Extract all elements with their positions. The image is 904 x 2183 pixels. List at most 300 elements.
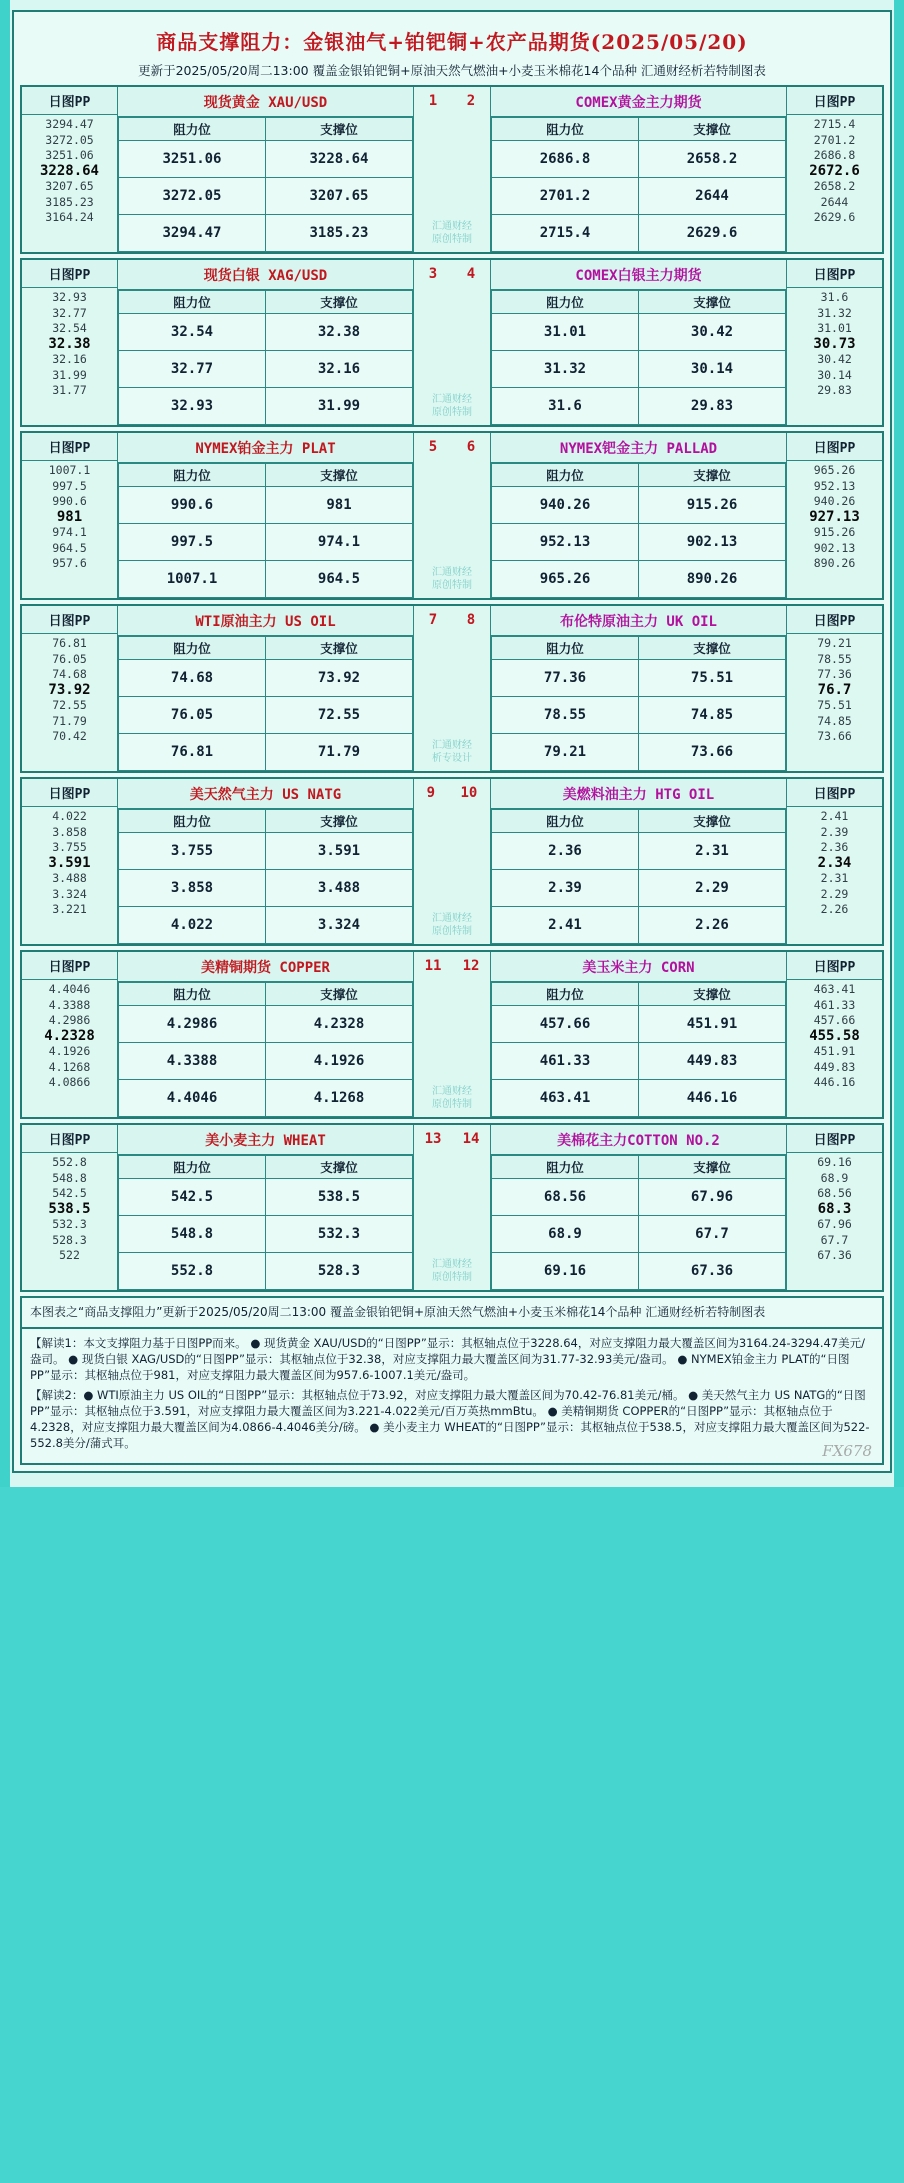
pp-value: 30.14 xyxy=(817,367,852,382)
pp-value: 31.01 xyxy=(817,321,852,335)
levels-row xyxy=(119,1006,413,1043)
support-value: 3.488 xyxy=(266,870,413,907)
levels-table xyxy=(118,1155,413,1290)
pp-value: 2.34 xyxy=(817,854,852,871)
support-value: 71.79 xyxy=(266,734,413,771)
levels-row xyxy=(492,1006,786,1043)
index-numbers xyxy=(414,779,490,806)
index-numbers xyxy=(414,1125,490,1152)
pp-value: 4.2986 xyxy=(48,1013,91,1027)
support-value: 902.13 xyxy=(639,524,786,561)
pp-value: 75.51 xyxy=(817,698,852,712)
levels-row xyxy=(492,178,786,215)
support-value: 981 xyxy=(266,487,413,524)
resistance-value: 76.81 xyxy=(119,734,266,771)
index-left: 9 xyxy=(426,785,436,801)
pp-column xyxy=(22,952,118,1117)
levels-row xyxy=(119,1216,413,1253)
instrument-name: 美燃料油主力 HTG OIL xyxy=(491,779,786,809)
instrument-name: COMEX黄金主力期货 xyxy=(491,87,786,117)
support-value: 67.36 xyxy=(639,1253,786,1290)
pp-value: 461.33 xyxy=(813,997,856,1012)
support-value: 2.26 xyxy=(639,907,786,944)
support-value: 446.16 xyxy=(639,1080,786,1117)
support-value: 73.92 xyxy=(266,660,413,697)
support-value: 2.29 xyxy=(639,870,786,907)
support-value: 964.5 xyxy=(266,561,413,598)
resistance-value: 965.26 xyxy=(492,561,639,598)
instrument-panel xyxy=(491,260,786,425)
pp-value: 32.16 xyxy=(52,352,87,366)
pp-column xyxy=(22,779,118,944)
index-numbers xyxy=(414,87,490,114)
pp-value: 451.91 xyxy=(813,1044,856,1058)
pp-value: 4.0866 xyxy=(48,1075,91,1089)
levels-row xyxy=(492,351,786,388)
resistance-value: 3251.06 xyxy=(119,141,266,178)
resistance-value: 2701.2 xyxy=(492,178,639,215)
resistance-value: 77.36 xyxy=(492,660,639,697)
pp-value: 952.13 xyxy=(813,478,856,493)
pp-value: 3185.23 xyxy=(45,194,94,209)
pp-value: 964.5 xyxy=(52,540,87,555)
resistance-value: 74.68 xyxy=(119,660,266,697)
support-value: 528.3 xyxy=(266,1253,413,1290)
levels-row xyxy=(119,1253,413,1290)
instrument-panel xyxy=(118,1125,413,1290)
levels-row xyxy=(492,907,786,944)
levels-table xyxy=(491,1155,786,1290)
pp-value: 78.55 xyxy=(817,651,852,666)
levels-row xyxy=(119,1179,413,1216)
pp-value: 890.26 xyxy=(813,556,856,570)
levels-row xyxy=(119,215,413,252)
index-numbers xyxy=(414,260,490,287)
pp-header: 日图PP xyxy=(787,1125,882,1153)
pp-column xyxy=(22,433,118,598)
resistance-value: 68.56 xyxy=(492,1179,639,1216)
pp-value: 2629.6 xyxy=(813,210,856,224)
support-header: 支撑位 xyxy=(639,1156,786,1179)
index-right: 2 xyxy=(466,93,476,109)
pp-value: 542.5 xyxy=(52,1186,87,1200)
pp-value-list xyxy=(22,980,117,1094)
watermark-text: 汇通财经 原创特制 xyxy=(432,913,472,937)
levels-table xyxy=(118,809,413,944)
support-header: 支撑位 xyxy=(266,983,413,1006)
resistance-header: 阻力位 xyxy=(119,983,266,1006)
resistance-value: 1007.1 xyxy=(119,561,266,598)
pp-value: 77.36 xyxy=(817,667,852,681)
support-value: 2629.6 xyxy=(639,215,786,252)
levels-row xyxy=(119,487,413,524)
levels-table xyxy=(118,982,413,1117)
support-header: 支撑位 xyxy=(266,1156,413,1179)
instrument-block xyxy=(20,604,884,773)
instrument-block xyxy=(20,258,884,427)
resistance-header: 阻力位 xyxy=(492,118,639,141)
pp-value: 74.68 xyxy=(52,667,87,681)
support-value: 32.38 xyxy=(266,314,413,351)
instrument-panel xyxy=(118,606,413,771)
pp-value: 528.3 xyxy=(52,1232,87,1247)
support-value: 30.42 xyxy=(639,314,786,351)
pp-value: 990.6 xyxy=(52,494,87,508)
pp-value: 1007.1 xyxy=(48,463,91,477)
resistance-value: 2.41 xyxy=(492,907,639,944)
pp-value-list xyxy=(22,288,117,402)
pp-value: 31.99 xyxy=(52,367,87,382)
signature-watermark: FX678 xyxy=(822,1442,872,1460)
pp-value: 32.93 xyxy=(52,290,87,304)
pp-column xyxy=(22,606,118,771)
pp-value: 4.1926 xyxy=(48,1044,91,1058)
pp-value: 67.7 xyxy=(820,1232,849,1247)
index-numbers xyxy=(414,606,490,633)
resistance-header: 阻力位 xyxy=(492,464,639,487)
pp-header: 日图PP xyxy=(787,433,882,461)
pp-header: 日图PP xyxy=(787,260,882,288)
levels-row xyxy=(119,1080,413,1117)
index-left: 5 xyxy=(428,439,438,455)
resistance-value: 552.8 xyxy=(119,1253,266,1290)
pp-value: 2.36 xyxy=(820,840,849,854)
pp-value: 915.26 xyxy=(813,525,856,539)
pp-value: 532.3 xyxy=(52,1217,87,1231)
levels-row xyxy=(119,388,413,425)
pp-value-list xyxy=(787,461,882,575)
pp-header: 日图PP xyxy=(22,779,117,807)
pp-header: 日图PP xyxy=(787,606,882,634)
levels-row xyxy=(492,524,786,561)
resistance-value: 31.32 xyxy=(492,351,639,388)
levels-row xyxy=(492,487,786,524)
instrument-block xyxy=(20,950,884,1119)
support-value: 3207.65 xyxy=(266,178,413,215)
resistance-value: 2.39 xyxy=(492,870,639,907)
support-value: 2.31 xyxy=(639,833,786,870)
levels-row xyxy=(492,1179,786,1216)
pp-value: 965.26 xyxy=(813,463,856,477)
resistance-header: 阻力位 xyxy=(119,291,266,314)
pp-value: 2715.4 xyxy=(813,117,856,131)
pp-value: 31.77 xyxy=(52,383,87,397)
index-left: 1 xyxy=(428,93,438,109)
levels-row xyxy=(119,178,413,215)
watermark-text: 汇通财经 原创特制 xyxy=(432,1086,472,1110)
levels-row xyxy=(119,141,413,178)
pp-value: 3.755 xyxy=(52,840,87,854)
pp-column xyxy=(786,87,882,252)
pp-value-list xyxy=(787,807,882,921)
watermark-text: 汇通财经 析专设计 xyxy=(432,740,472,764)
support-value: 4.1926 xyxy=(266,1043,413,1080)
pp-value: 72.55 xyxy=(52,698,87,712)
resistance-value: 69.16 xyxy=(492,1253,639,1290)
index-column xyxy=(413,433,491,598)
pp-value: 70.42 xyxy=(52,729,87,743)
levels-table xyxy=(118,636,413,771)
levels-row xyxy=(492,215,786,252)
resistance-value: 31.01 xyxy=(492,314,639,351)
resistance-value: 2686.8 xyxy=(492,141,639,178)
resistance-header: 阻力位 xyxy=(492,1156,639,1179)
pp-column xyxy=(22,1125,118,1290)
index-right: 12 xyxy=(462,958,480,974)
pp-value: 68.56 xyxy=(817,1186,852,1200)
support-header: 支撑位 xyxy=(266,464,413,487)
support-header: 支撑位 xyxy=(639,291,786,314)
resistance-value: 463.41 xyxy=(492,1080,639,1117)
pp-value: 3.858 xyxy=(52,824,87,839)
levels-row xyxy=(119,833,413,870)
resistance-value: 990.6 xyxy=(119,487,266,524)
instrument-block xyxy=(20,85,884,254)
resistance-value: 2.36 xyxy=(492,833,639,870)
pp-value: 974.1 xyxy=(52,525,87,539)
pp-value: 3207.65 xyxy=(45,179,94,193)
resistance-header: 阻力位 xyxy=(119,464,266,487)
resistance-value: 997.5 xyxy=(119,524,266,561)
notes-section xyxy=(20,1329,884,1465)
pp-value: 68.9 xyxy=(820,1170,849,1185)
pp-value-list xyxy=(787,1153,882,1267)
pp-value: 30.42 xyxy=(817,352,852,366)
resistance-value: 78.55 xyxy=(492,697,639,734)
resistance-header: 阻力位 xyxy=(119,637,266,660)
pp-value: 76.81 xyxy=(52,636,87,650)
index-right: 14 xyxy=(462,1131,480,1147)
levels-row xyxy=(119,561,413,598)
index-right: 10 xyxy=(460,785,478,801)
pp-value-list xyxy=(22,1153,117,1267)
resistance-value: 2715.4 xyxy=(492,215,639,252)
pp-value: 79.21 xyxy=(817,636,852,650)
pp-value: 446.16 xyxy=(813,1075,856,1089)
levels-row xyxy=(492,833,786,870)
pp-value: 457.66 xyxy=(813,1013,856,1027)
pp-value-list xyxy=(22,634,117,748)
index-column xyxy=(413,87,491,252)
resistance-header: 阻力位 xyxy=(119,810,266,833)
pp-value-list xyxy=(787,980,882,1094)
pp-value: 76.7 xyxy=(817,681,852,698)
instrument-name: WTI原油主力 US OIL xyxy=(118,606,413,636)
pp-value: 2.26 xyxy=(820,902,849,916)
support-value: 451.91 xyxy=(639,1006,786,1043)
support-value: 4.1268 xyxy=(266,1080,413,1117)
levels-row xyxy=(492,1216,786,1253)
levels-row xyxy=(492,697,786,734)
watermark-text: 汇通财经 原创特制 xyxy=(432,1259,472,1283)
index-column xyxy=(413,260,491,425)
instrument-block xyxy=(20,1123,884,1292)
support-header: 支撑位 xyxy=(639,637,786,660)
support-value: 3185.23 xyxy=(266,215,413,252)
pp-value-list xyxy=(22,807,117,921)
instrument-panel xyxy=(118,260,413,425)
resistance-value: 3294.47 xyxy=(119,215,266,252)
pp-value: 32.54 xyxy=(52,321,87,335)
instrument-panel xyxy=(491,87,786,252)
pp-value: 940.26 xyxy=(813,494,856,508)
levels-table xyxy=(118,290,413,425)
index-right: 4 xyxy=(466,266,476,282)
levels-row xyxy=(492,1080,786,1117)
index-left: 13 xyxy=(424,1131,442,1147)
pp-header: 日图PP xyxy=(22,952,117,980)
levels-table xyxy=(491,982,786,1117)
resistance-value: 4.2986 xyxy=(119,1006,266,1043)
pp-value: 3.324 xyxy=(52,886,87,901)
resistance-value: 68.9 xyxy=(492,1216,639,1253)
support-value: 915.26 xyxy=(639,487,786,524)
pp-value: 2.41 xyxy=(820,809,849,823)
pp-value: 455.58 xyxy=(809,1027,860,1044)
pp-value: 3.591 xyxy=(48,854,91,871)
support-header: 支撑位 xyxy=(639,983,786,1006)
pp-value: 997.5 xyxy=(52,478,87,493)
levels-row xyxy=(492,870,786,907)
levels-row xyxy=(492,388,786,425)
resistance-value: 79.21 xyxy=(492,734,639,771)
pp-header: 日图PP xyxy=(787,87,882,115)
pp-column xyxy=(786,606,882,771)
pp-value-list xyxy=(22,115,117,229)
pp-value: 67.36 xyxy=(817,1248,852,1262)
levels-row xyxy=(492,141,786,178)
pp-value: 4.022 xyxy=(52,809,87,823)
pp-header: 日图PP xyxy=(22,87,117,115)
support-value: 31.99 xyxy=(266,388,413,425)
pp-value: 32.38 xyxy=(48,335,91,352)
instrument-name: 现货黄金 XAU/USD xyxy=(118,87,413,117)
levels-row xyxy=(119,351,413,388)
resistance-header: 阻力位 xyxy=(492,637,639,660)
resistance-value: 952.13 xyxy=(492,524,639,561)
pp-value: 522 xyxy=(59,1248,80,1262)
pp-value: 4.2328 xyxy=(44,1027,95,1044)
resistance-value: 32.93 xyxy=(119,388,266,425)
levels-table xyxy=(491,809,786,944)
instrument-panel xyxy=(491,952,786,1117)
pp-value: 463.41 xyxy=(813,982,856,996)
index-numbers xyxy=(414,433,490,460)
index-left: 7 xyxy=(428,612,438,628)
pp-value-list xyxy=(787,634,882,748)
support-value: 4.2328 xyxy=(266,1006,413,1043)
index-numbers xyxy=(414,952,490,979)
resistance-header: 阻力位 xyxy=(119,1156,266,1179)
pp-value: 74.85 xyxy=(817,713,852,728)
pp-value: 2.31 xyxy=(820,871,849,885)
pp-value: 927.13 xyxy=(809,508,860,525)
pp-value: 69.16 xyxy=(817,1155,852,1169)
report-card xyxy=(12,10,892,1473)
pp-value: 30.73 xyxy=(813,335,856,352)
instrument-block xyxy=(20,777,884,946)
pp-column xyxy=(786,952,882,1117)
levels-row xyxy=(119,697,413,734)
blocks-container xyxy=(20,85,884,1292)
pp-value: 3228.64 xyxy=(39,162,99,179)
levels-row xyxy=(492,314,786,351)
support-value: 30.14 xyxy=(639,351,786,388)
index-column xyxy=(413,952,491,1117)
pp-value: 67.96 xyxy=(817,1217,852,1231)
resistance-value: 461.33 xyxy=(492,1043,639,1080)
levels-row xyxy=(119,907,413,944)
instrument-panel xyxy=(118,433,413,598)
resistance-value: 457.66 xyxy=(492,1006,639,1043)
levels-row xyxy=(119,524,413,561)
resistance-header: 阻力位 xyxy=(492,983,639,1006)
pp-value: 3272.05 xyxy=(45,132,94,147)
pp-value: 2672.6 xyxy=(809,162,860,179)
pp-value: 31.6 xyxy=(820,290,849,304)
pp-value: 71.79 xyxy=(52,713,87,728)
instrument-panel xyxy=(491,779,786,944)
note-2: 【解读2：● WTI原油主力 US OIL的“日图PP”显示：其枢轴点位于73.92，对应支撑阻力最大覆盖区间为70.42-76.81美元/桶。 ● 美天然气主力 US NATG的“日图PP”显示：其枢轴点位于3.591，对应支撑阻力最大覆盖区间为3.221-4.022美元/百万英热mmBtu。 ● 美精铜期货 COPPER的“日图PP”显示：其枢轴点位于4.2328，对应支撑阻力最大覆盖区间为4.0866-4.4046美分/磅。 ● 美小麦主力 WHEAT的“日图PP”显示：其枢轴点位于538.5，对应支撑阻力最大覆盖区间为522-552.8美分/蒲式耳。 xyxy=(30,1388,870,1450)
support-value: 449.83 xyxy=(639,1043,786,1080)
resistance-value: 3272.05 xyxy=(119,178,266,215)
pp-value: 68.3 xyxy=(817,1200,852,1217)
pp-value: 981 xyxy=(56,508,83,525)
pp-value: 32.77 xyxy=(52,305,87,320)
instrument-block xyxy=(20,431,884,600)
pp-header: 日图PP xyxy=(787,779,882,807)
pp-value: 3.221 xyxy=(52,902,87,916)
support-value: 532.3 xyxy=(266,1216,413,1253)
levels-row xyxy=(119,314,413,351)
instrument-panel xyxy=(118,952,413,1117)
pp-value-list xyxy=(787,115,882,229)
support-header: 支撑位 xyxy=(266,291,413,314)
instrument-panel xyxy=(491,433,786,598)
support-value: 3.591 xyxy=(266,833,413,870)
instrument-name: COMEX白银主力期货 xyxy=(491,260,786,290)
support-value: 890.26 xyxy=(639,561,786,598)
instrument-panel xyxy=(491,1125,786,1290)
resistance-value: 4.3388 xyxy=(119,1043,266,1080)
pp-value: 3164.24 xyxy=(45,210,94,224)
resistance-header: 阻力位 xyxy=(119,118,266,141)
support-value: 3228.64 xyxy=(266,141,413,178)
pp-column xyxy=(22,87,118,252)
pp-header: 日图PP xyxy=(22,1125,117,1153)
pp-value: 957.6 xyxy=(52,556,87,570)
pp-header: 日图PP xyxy=(22,606,117,634)
instrument-name: 现货白银 XAG/USD xyxy=(118,260,413,290)
levels-table xyxy=(491,463,786,598)
support-header: 支撑位 xyxy=(266,810,413,833)
pp-column xyxy=(786,260,882,425)
instrument-name: 美天然气主力 US NATG xyxy=(118,779,413,809)
support-value: 75.51 xyxy=(639,660,786,697)
instrument-name: 美玉米主力 CORN xyxy=(491,952,786,982)
index-column xyxy=(413,606,491,771)
instrument-name: NYMEX铂金主力 PLAT xyxy=(118,433,413,463)
resistance-header: 阻力位 xyxy=(492,291,639,314)
pp-value: 902.13 xyxy=(813,540,856,555)
pp-value: 2658.2 xyxy=(813,179,856,193)
resistance-value: 4.022 xyxy=(119,907,266,944)
resistance-header: 阻力位 xyxy=(492,810,639,833)
resistance-value: 542.5 xyxy=(119,1179,266,1216)
support-value: 538.5 xyxy=(266,1179,413,1216)
support-header: 支撑位 xyxy=(639,810,786,833)
pp-value: 76.05 xyxy=(52,651,87,666)
